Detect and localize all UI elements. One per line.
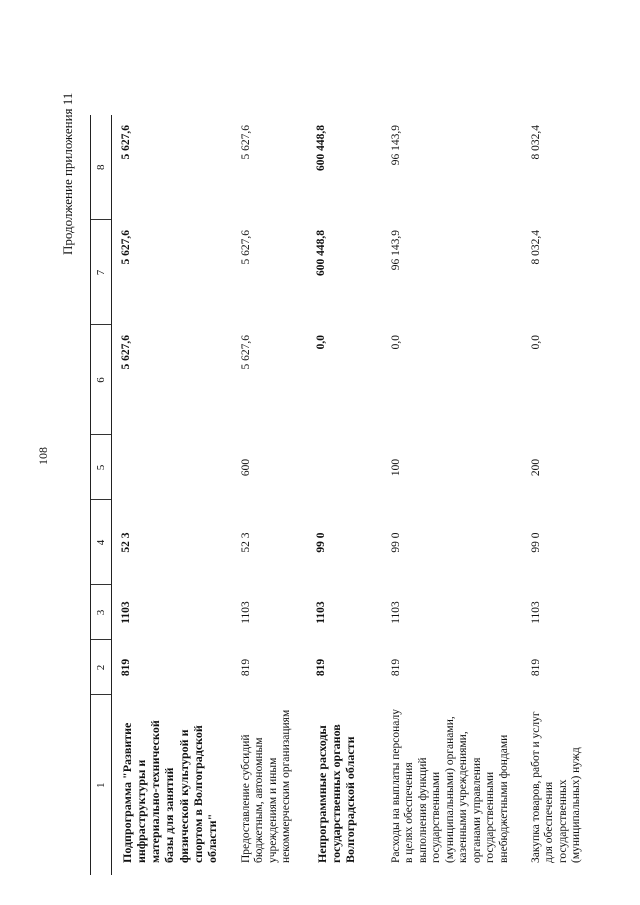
table-row xyxy=(307,115,382,875)
cell-amount-7: 5 627,6 xyxy=(239,230,252,265)
cell-expense-type: 100 xyxy=(389,458,402,477)
cell-expense-type: 200 xyxy=(529,458,542,477)
cell-section-code: 1103 xyxy=(529,601,542,624)
cell-ministry-code: 819 xyxy=(120,658,132,677)
cell-expense-type xyxy=(307,435,382,500)
cell-amount-6: 5 627,6 xyxy=(239,335,252,370)
cell-amount-8: 8 032,4 xyxy=(529,125,542,160)
cell-target-article: 52 3 xyxy=(120,532,132,553)
cell-amount-6: 0,0 xyxy=(314,335,327,350)
cell-section-code: 1103 xyxy=(239,601,252,624)
cell-amount-6: 0,0 xyxy=(529,335,542,350)
row-description: Предоставление субсидий бюджетным, автономным учреждениям и иным некоммерческим организациям xyxy=(239,709,293,863)
cell-amount-8: 5 627,6 xyxy=(239,125,252,160)
cell-target-article: 99 0 xyxy=(314,532,327,553)
appendix-heading: Продолжение приложения 11 xyxy=(60,92,75,255)
column-header: 5 xyxy=(91,435,112,500)
cell-expense-type xyxy=(112,435,232,500)
column-header: 2 xyxy=(91,640,112,695)
column-header: 7 xyxy=(91,220,112,325)
column-header: 3 xyxy=(91,585,112,640)
cell-amount-7: 8 032,4 xyxy=(529,230,542,265)
row-description: Расходы на выплаты персоналу в целях обеспечения выполнения функций государственными (муниципальными) органами, казенными учреждениями, органами управления государственными внебюджетными фондами xyxy=(389,709,510,863)
cell-amount-6: 5 627,6 xyxy=(120,335,132,370)
cell-amount-7: 96 143,9 xyxy=(389,230,402,271)
cell-ministry-code: 819 xyxy=(529,658,542,677)
cell-target-article: 99 0 xyxy=(389,532,402,553)
column-header: 8 xyxy=(91,115,112,220)
cell-amount-7: 5 627,6 xyxy=(120,230,132,265)
column-number-row xyxy=(91,115,112,875)
cell-ministry-code: 819 xyxy=(239,658,252,677)
row-description: Подпрограмма "Развитие инфраструктуры и материально-технической базы для занятий физической культурой и спортом в Волгоградской области" xyxy=(120,720,219,863)
page-number: 108 xyxy=(36,447,50,465)
cell-target-article: 52 3 xyxy=(239,532,252,553)
table-row xyxy=(382,115,522,875)
cell-expense-type: 600 xyxy=(239,458,252,477)
budget-table xyxy=(90,115,594,875)
cell-amount-8: 5 627,6 xyxy=(120,125,132,160)
row-description: Непрограммные расходы государственных органов Волгоградской области xyxy=(314,724,357,863)
cell-target-article: 99 0 xyxy=(529,532,542,553)
row-description: Закупка товаров, работ и услуг для обеспечения государственных (муниципальных) нужд xyxy=(529,711,583,863)
cell-amount-6: 0,0 xyxy=(389,335,402,350)
cell-section-code: 1103 xyxy=(120,601,132,624)
column-header: 1 xyxy=(91,695,112,875)
cell-ministry-code: 819 xyxy=(314,658,327,677)
column-header: 6 xyxy=(91,325,112,435)
table-row xyxy=(232,115,307,875)
column-header: 4 xyxy=(91,500,112,585)
cell-section-code: 1103 xyxy=(389,601,402,624)
cell-amount-8: 96 143,9 xyxy=(389,125,402,166)
cell-section-code: 1103 xyxy=(314,601,327,624)
table-row xyxy=(112,115,232,875)
table-row xyxy=(522,115,594,875)
cell-amount-7: 600 448,8 xyxy=(314,230,327,276)
cell-amount-8: 600 448,8 xyxy=(314,125,327,171)
cell-ministry-code: 819 xyxy=(389,658,402,677)
